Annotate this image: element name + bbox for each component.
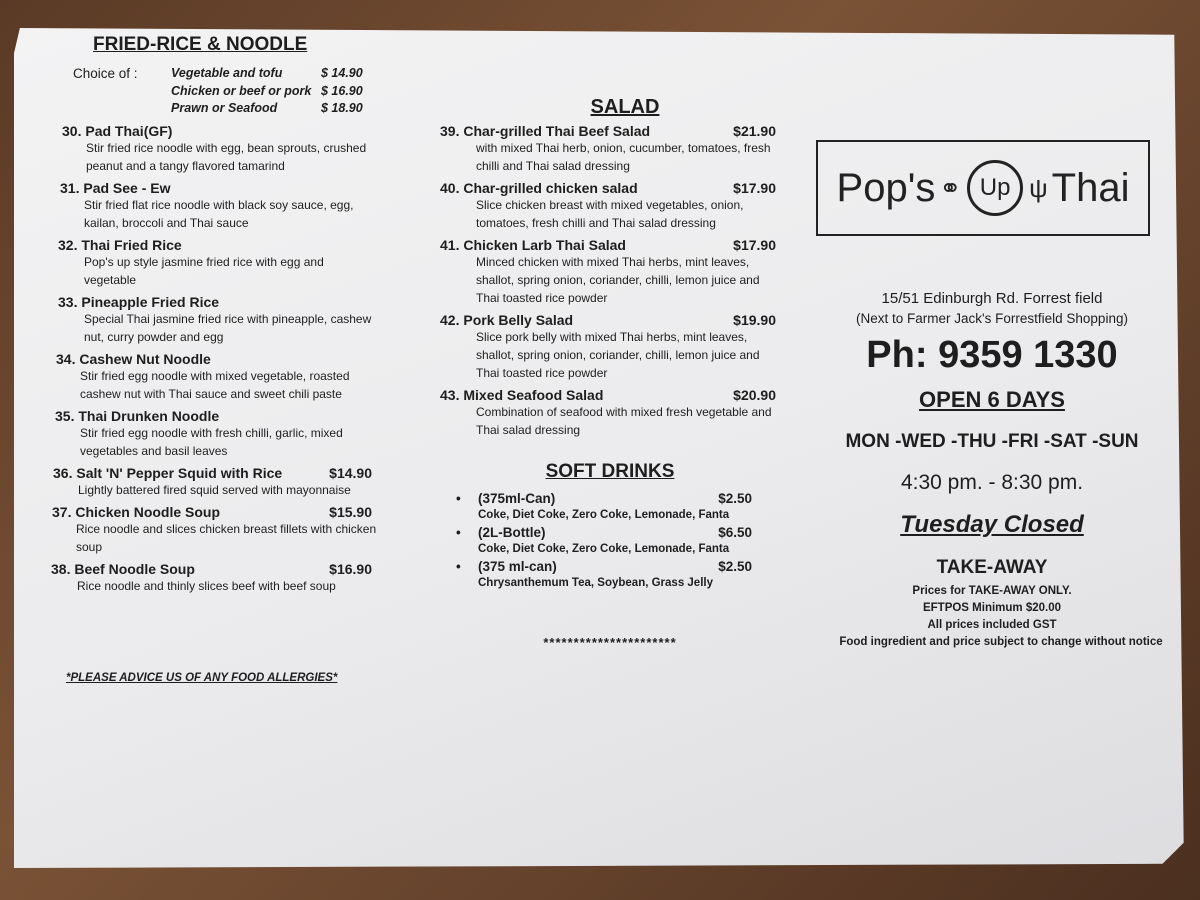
choice-price: $ 16.90 <box>321 84 363 98</box>
drink-size: (375ml-Can) <box>478 491 556 506</box>
choice-option: Vegetable and tofu <box>171 66 283 80</box>
item-name: 41. Chicken Larb Thai Salad <box>440 237 626 253</box>
section-title: SALAD <box>590 96 660 118</box>
choice-price: $ 14.90 <box>321 66 363 80</box>
address: 15/51 Edinburgh Rd. Forrest field <box>881 290 1103 307</box>
item-name: 34. Cashew Nut Noodle <box>56 351 211 367</box>
drink-item <box>456 491 780 521</box>
info-section <box>812 290 1172 648</box>
menu-item <box>51 561 378 595</box>
item-price: $21.90 <box>733 123 776 139</box>
bullet-icon: • <box>456 559 461 574</box>
item-price: $15.90 <box>329 504 372 520</box>
closed-day: Tuesday Closed <box>900 511 1084 538</box>
item-desc: Minced chicken with mixed Thai herbs, mint leaves, shallot, spring onion, coriander, chilli, lemon juice and Thai toasted rice powder <box>476 255 760 305</box>
menu-item <box>440 387 780 439</box>
info-note: Food ingredient and price subject to change without notice <box>839 636 1163 648</box>
phone-number: Ph: 9359 1330 <box>866 334 1118 376</box>
item-name: 31. Pad See - Ew <box>60 180 171 196</box>
address-note: (Next to Farmer Jack's Forrestfield Shopping) <box>856 311 1128 326</box>
drink-size: (375 ml-can) <box>478 559 557 574</box>
menu-item <box>440 180 780 232</box>
menu-item <box>55 408 378 460</box>
restaurant-logo <box>816 140 1150 236</box>
section-title: SOFT DRINKS <box>545 461 675 482</box>
item-desc: Stir fried egg noodle with fresh chilli, garlic, mixed vegetables and basil leaves <box>80 426 343 458</box>
menu-item <box>62 123 378 175</box>
item-price: $17.90 <box>733 237 776 253</box>
drink-list: Coke, Diet Coke, Zero Coke, Lemonade, Fanta <box>478 543 730 555</box>
item-name: 36. Salt 'N' Pepper Squid with Rice <box>53 465 283 481</box>
menu-item <box>56 351 378 403</box>
item-desc: Lightly battered fired squid served with mayonnaise <box>78 483 351 497</box>
info-note: EFTPOS Minimum $20.00 <box>922 602 1062 614</box>
stars-divider: ********************** <box>543 635 677 650</box>
choice-label: Choice of : <box>73 66 138 81</box>
menu-item <box>52 504 378 556</box>
open-days-heading: OPEN 6 DAYS <box>919 387 1065 412</box>
opening-hours: 4:30 pm. - 8:30 pm. <box>900 471 1084 494</box>
menu-item <box>58 294 378 346</box>
drink-price: $6.50 <box>718 525 752 540</box>
fork-icon: ψ <box>1029 172 1048 203</box>
item-price: $17.90 <box>733 180 776 196</box>
item-desc: Combination of seafood with mixed fresh vegetable and Thai salad dressing <box>476 405 772 437</box>
item-name: 38. Beef Noodle Soup <box>51 561 195 577</box>
item-name: 30. Pad Thai(GF) <box>62 123 173 139</box>
choice-table <box>73 66 378 115</box>
logo-text-right: Thai <box>1051 165 1130 210</box>
menu-item <box>440 237 780 307</box>
item-name: 32. Thai Fried Rice <box>58 237 182 253</box>
menu-item <box>58 237 378 289</box>
drink-size: (2L-Bottle) <box>478 525 546 540</box>
allergy-note: *PLEASE ADVICE US OF ANY FOOD ALLERGIES* <box>66 672 338 684</box>
drink-price: $2.50 <box>718 559 752 574</box>
item-desc: Rice noodle and thinly slices beef with beef soup <box>77 579 336 593</box>
item-desc: Stir fried rice noodle with egg, bean sprouts, crushed peanut and a tangy flavored tamarind <box>86 141 367 173</box>
item-desc: Rice noodle and slices chicken breast fillets with chicken soup <box>76 522 377 554</box>
item-name: 40. Char-grilled chicken salad <box>440 180 638 196</box>
open-days-list: MON -WED -THU -FRI -SAT -SUN <box>845 431 1139 452</box>
item-desc: Slice pork belly with mixed Thai herbs, mint leaves, shallot, spring onion, coriander, chilli, lemon juice and Thai toasted rice powder <box>476 330 760 380</box>
drink-item <box>456 525 780 555</box>
salad-section <box>440 96 780 650</box>
menu-item <box>440 312 780 382</box>
section-title: FRIED-RICE & NOODLE <box>93 34 308 55</box>
item-desc: Stir fried flat rice noodle with black soy sauce, egg, kailan, broccoli and Thai sauce <box>84 198 354 230</box>
item-desc: Stir fried egg noodle with mixed vegetable, roasted cashew nut with Thai sauce and sweet chili paste <box>80 369 350 401</box>
menu-item <box>60 180 378 232</box>
item-desc: with mixed Thai herb, onion, cucumber, tomatoes, fresh chilli and Thai salad dressing <box>476 141 771 173</box>
item-name: 42. Pork Belly Salad <box>440 312 574 328</box>
item-desc: Pop's up style jasmine fried rice with egg and vegetable <box>84 255 324 287</box>
item-name: 39. Char-grilled Thai Beef Salad <box>440 123 651 139</box>
item-desc: Slice chicken breast with mixed vegetables, onion, tomatoes, fresh chilli and Thai salad dressing <box>476 198 744 230</box>
takeaway-heading: TAKE-AWAY <box>936 557 1048 578</box>
item-price: $14.90 <box>329 465 372 481</box>
item-name: 35. Thai Drunken Noodle <box>55 408 220 424</box>
info-note: Prices for TAKE-AWAY ONLY. <box>912 585 1072 597</box>
choice-option: Chicken or beef or pork <box>171 84 312 98</box>
drink-price: $2.50 <box>718 491 752 506</box>
menu-item <box>53 465 378 499</box>
logo-text-left: Pop's <box>836 165 936 210</box>
logo-text-mid: Up <box>967 160 1023 216</box>
spoon-icon: ⚭ <box>939 172 962 203</box>
item-price: $19.90 <box>733 312 776 328</box>
menu-item <box>440 123 780 175</box>
fried-rice-section <box>38 34 378 600</box>
drink-list: Chrysanthemum Tea, Soybean, Grass Jelly <box>478 577 713 589</box>
item-name: 37. Chicken Noodle Soup <box>52 504 221 520</box>
item-desc: Special Thai jasmine fried rice with pineapple, cashew nut, curry powder and egg <box>84 312 372 344</box>
info-note: All prices included GST <box>927 619 1057 631</box>
item-price: $20.90 <box>733 387 776 403</box>
item-name: 43. Mixed Seafood Salad <box>440 387 604 403</box>
item-name: 33. Pineapple Fried Rice <box>58 294 220 310</box>
item-price: $16.90 <box>329 561 372 577</box>
choice-price: $ 18.90 <box>321 101 363 115</box>
choice-option: Prawn or Seafood <box>171 101 278 115</box>
drink-list: Coke, Diet Coke, Zero Coke, Lemonade, Fanta <box>478 509 730 521</box>
drink-item <box>456 559 780 589</box>
bullet-icon: • <box>456 491 461 506</box>
bullet-icon: • <box>456 525 461 540</box>
